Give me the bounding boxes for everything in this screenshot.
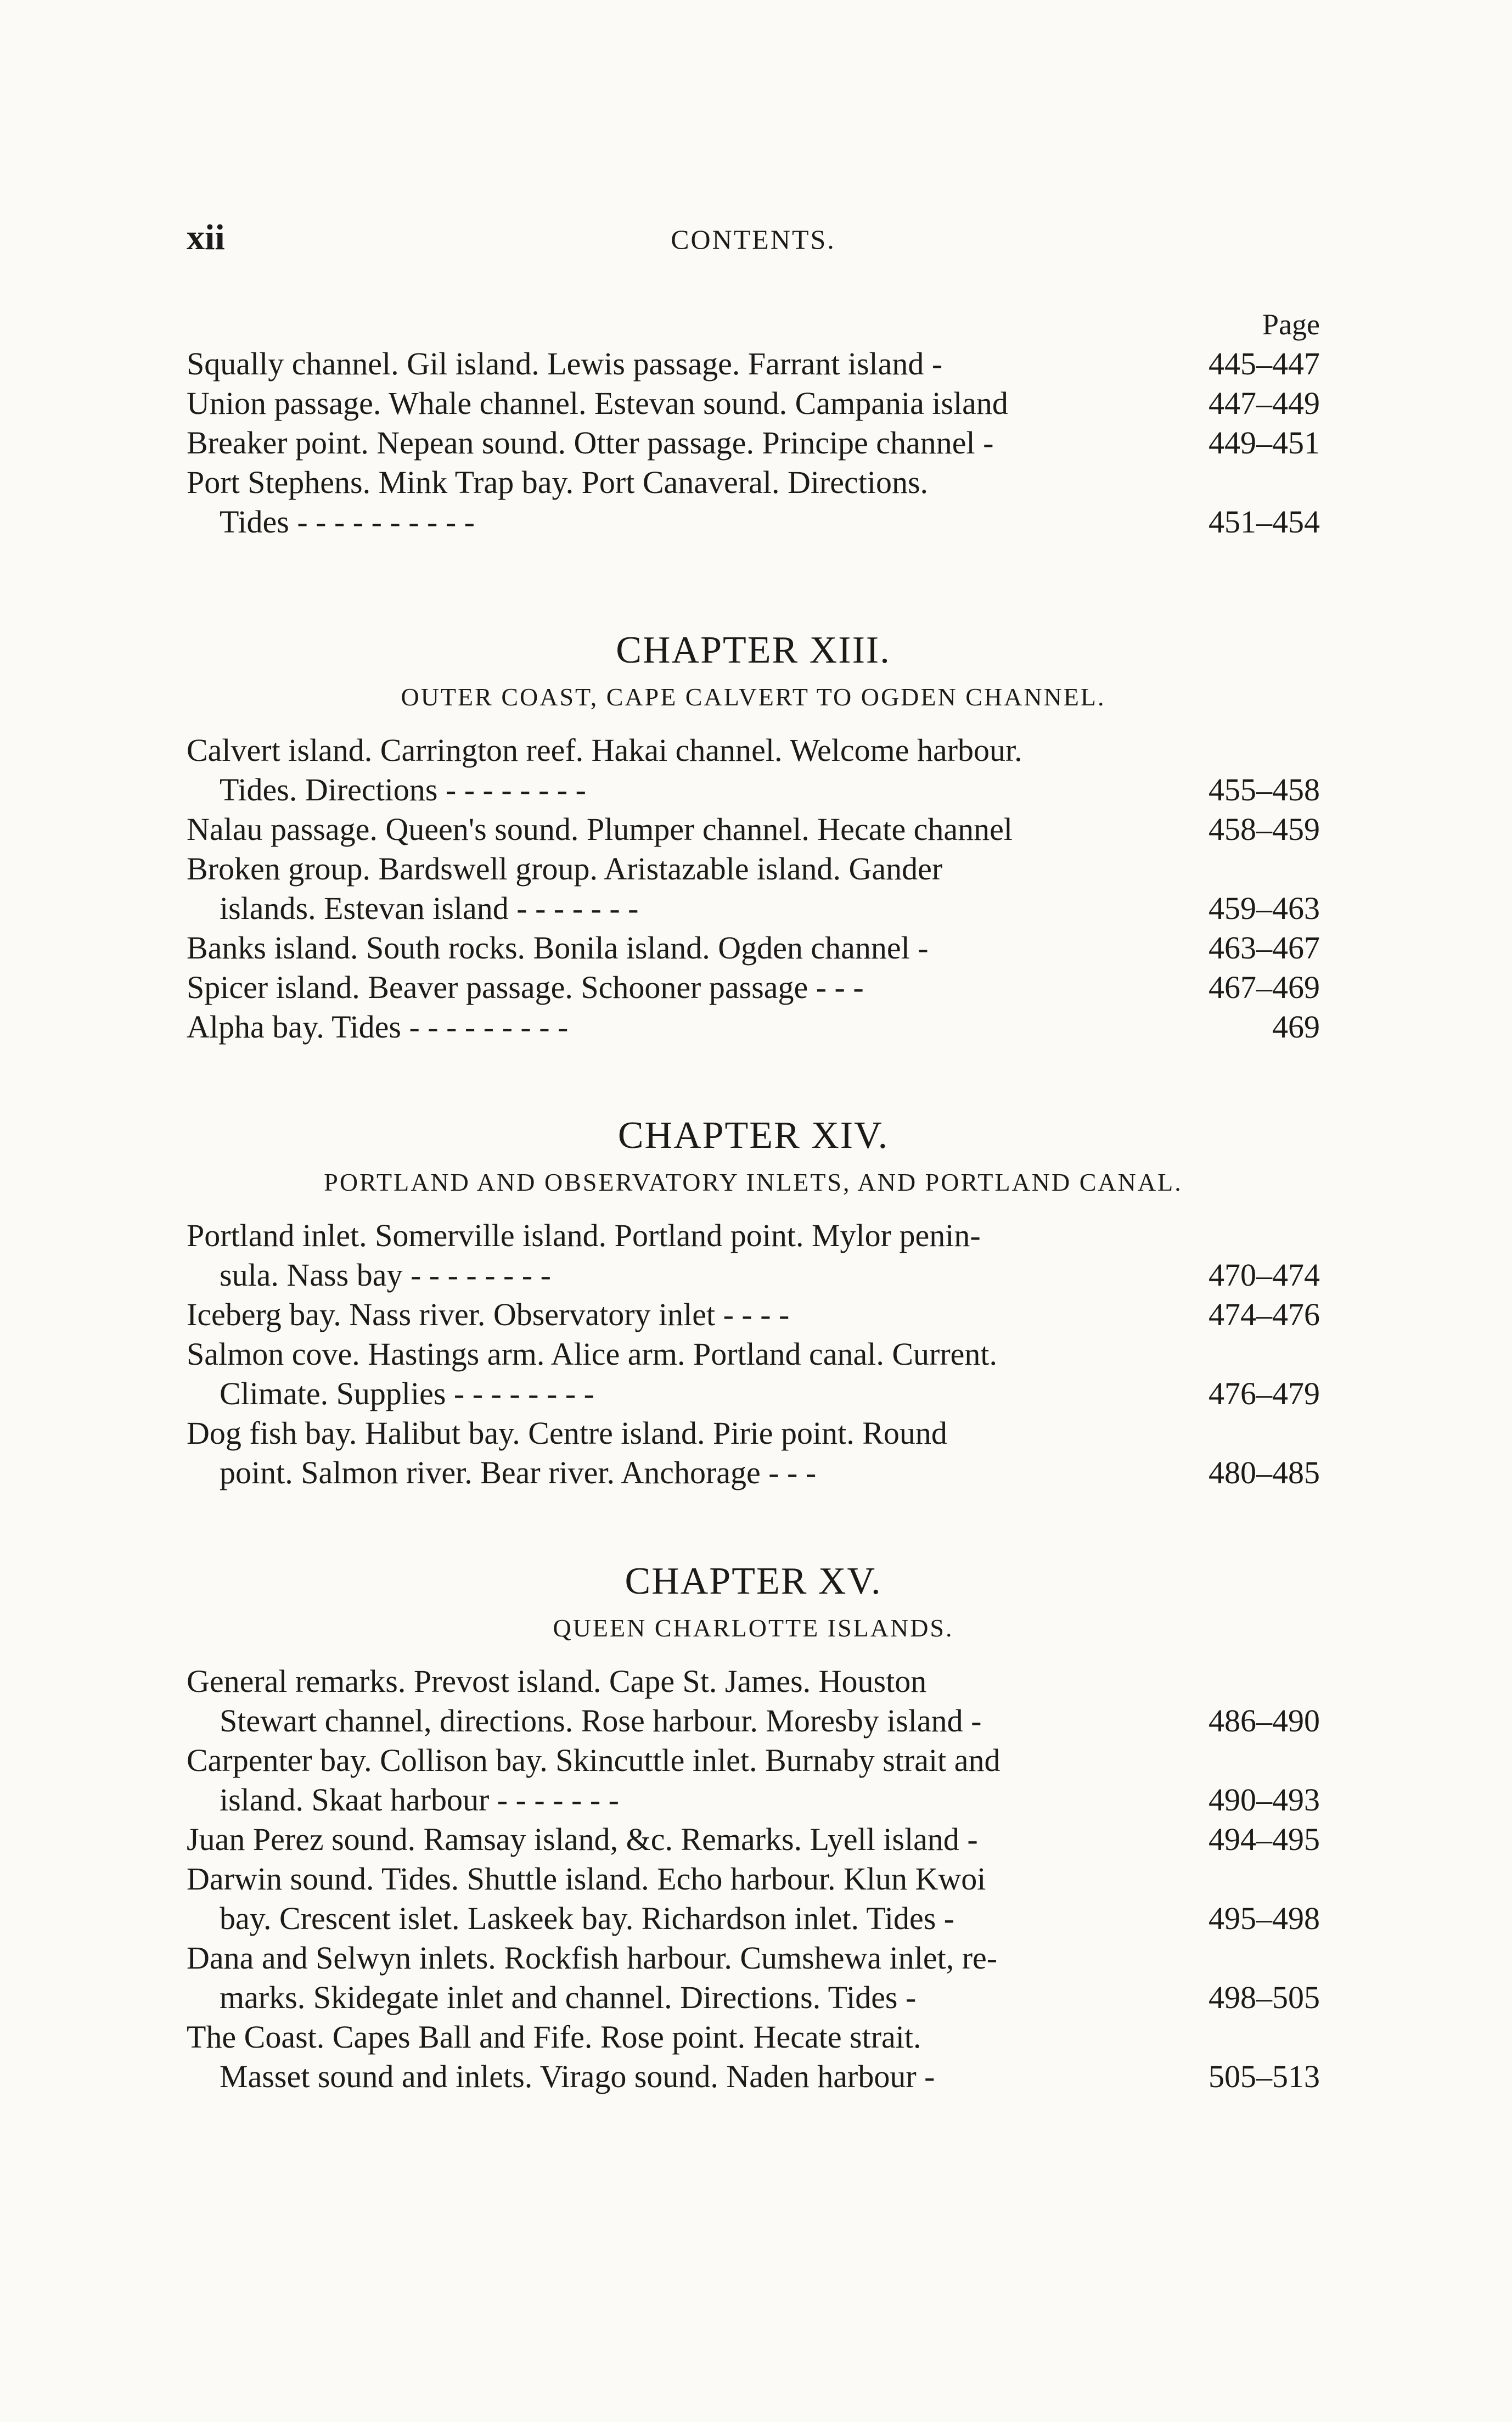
toc-page-range: 498–505 — [1209, 1980, 1320, 2015]
toc-entry-line — [187, 344, 1320, 384]
toc-entry-text: Port Stephens. Mink Trap bay. Port Canaveral. Directions. — [187, 464, 929, 500]
toc-entry-text: Climate. Supplies - - - - - - - - — [220, 1376, 594, 1411]
toc-page-range: 494–495 — [1209, 1821, 1320, 1857]
toc-entry-text: Carpenter bay. Collison bay. Skincuttle inlet. Burnaby strait and — [187, 1742, 1000, 1778]
toc-entry — [187, 928, 1320, 968]
toc-entry-line — [187, 2017, 1320, 2057]
toc-entry-line — [187, 1007, 1320, 1047]
toc-entry-text: Juan Perez sound. Ramsay island, &c. Remarks. Lyell island - — [187, 1821, 978, 1857]
toc-entry — [187, 1335, 1320, 1414]
toc-entry-text: Squally channel. Gil island. Lewis passage. Farrant island - — [187, 346, 943, 382]
toc-entry — [187, 810, 1320, 849]
toc-entry-line — [187, 1859, 1320, 1899]
toc-entry-line — [187, 1295, 1320, 1335]
toc-page-range: 470–474 — [1209, 1257, 1320, 1293]
running-head — [187, 217, 1320, 266]
toc-page-range: 467–469 — [1209, 969, 1320, 1005]
toc-entry-text: bay. Crescent islet. Laskeek bay. Richardson inlet. Tides - — [220, 1900, 955, 1936]
toc-entry — [187, 1007, 1320, 1047]
toc-page-range: 469 — [1272, 1009, 1320, 1045]
toc-entry-text: Union passage. Whale channel. Estevan sound. Campania island — [187, 385, 1008, 421]
toc-entry-text: sula. Nass bay - - - - - - - - — [220, 1257, 551, 1293]
toc-page-range: 486–490 — [1209, 1703, 1320, 1739]
toc-entry-line — [187, 1414, 1320, 1453]
toc-entry-line — [187, 1978, 1320, 2017]
toc-entry-text: Nalau passage. Queen's sound. Plumper channel. Hecate channel — [187, 811, 1013, 847]
toc-page-range: 480–485 — [1209, 1455, 1320, 1490]
toc-entry-text: Tides. Directions - - - - - - - - — [220, 772, 586, 808]
toc-entry — [187, 731, 1320, 810]
chapter-title: CHAPTER XIII. — [616, 629, 891, 671]
toc-entry-line — [187, 423, 1320, 463]
toc-page-range: 458–459 — [1209, 811, 1320, 847]
toc-entry-line — [187, 1374, 1320, 1414]
chapter-section — [187, 623, 1320, 1047]
toc-entry-line — [187, 968, 1320, 1007]
toc-page-range: 505–513 — [1209, 2059, 1320, 2094]
toc-entry-line — [187, 1216, 1320, 1255]
toc-entry-line — [187, 463, 1320, 502]
toc-entry-line — [187, 928, 1320, 968]
toc-entry-line — [187, 810, 1320, 849]
toc-entry-text: Stewart channel, directions. Rose harbour. Moresby island - — [220, 1703, 982, 1739]
toc-entry-line — [187, 1453, 1320, 1493]
toc-entry-text: island. Skaat harbour - - - - - - - — [220, 1782, 619, 1818]
chapter-title: CHAPTER XIV. — [617, 1114, 889, 1157]
toc-entry-text: Dana and Selwyn inlets. Rockfish harbour. Cumshewa inlet, re- — [187, 1940, 998, 1976]
toc-page-range: 455–458 — [1209, 772, 1320, 808]
toc-entry-line — [187, 502, 1320, 542]
toc-entry — [187, 968, 1320, 1007]
toc-entry — [187, 1820, 1320, 1859]
toc-entry — [187, 1295, 1320, 1335]
chapter-title: CHAPTER XV. — [625, 1560, 882, 1602]
toc-entry-line — [187, 1780, 1320, 1820]
toc-entry-text: islands. Estevan island - - - - - - - — [220, 890, 639, 926]
toc-entry — [187, 1741, 1320, 1820]
running-title: CONTENTS. — [671, 224, 836, 255]
toc-entry-line — [187, 1255, 1320, 1295]
toc-entry-text: point. Salmon river. Bear river. Anchorage - - - — [220, 1455, 817, 1490]
toc-page-range: 445–447 — [1209, 346, 1320, 382]
toc-entry-text: Portland inlet. Somerville island. Portland point. Mylor penin- — [187, 1218, 981, 1253]
toc-entry-line — [187, 731, 1320, 770]
toc-entry-text: Tides - - - - - - - - - - — [220, 504, 475, 540]
chapter-entries — [187, 731, 1320, 1047]
toc-page-range: 459–463 — [1209, 890, 1320, 926]
toc-page-range: 476–479 — [1209, 1376, 1320, 1411]
toc-entry-line — [187, 384, 1320, 423]
chapter-subtitle: PORTLAND AND OBSERVATORY INLETS, AND PORTLAND CANAL. — [324, 1168, 1183, 1196]
toc-entry-text: Darwin sound. Tides. Shuttle island. Echo harbour. Klun Kwoi — [187, 1861, 986, 1897]
toc-entry-line — [187, 849, 1320, 889]
toc-entry-line — [187, 1938, 1320, 1978]
page-folio: xii — [187, 217, 225, 257]
chapter-section — [187, 1554, 1320, 2096]
toc-entry-text: Masset sound and inlets. Virago sound. Naden harbour - — [220, 2059, 935, 2094]
toc-entry-line — [187, 1662, 1320, 1701]
toc-page-range: 447–449 — [1209, 385, 1320, 421]
toc-entry-line — [187, 1899, 1320, 1938]
toc-entry-line — [187, 1701, 1320, 1741]
chapter-entries — [187, 1662, 1320, 2096]
toc-entry-line — [187, 2057, 1320, 2096]
toc-entry-text: General remarks. Prevost island. Cape St. James. Houston — [187, 1663, 927, 1699]
toc-entry-text: Iceberg bay. Nass river. Observatory inlet - - - - — [187, 1297, 790, 1332]
toc-entry-text: Dog fish bay. Halibut bay. Centre island. Pirie point. Round — [187, 1415, 947, 1451]
toc-page-range: 490–493 — [1209, 1782, 1320, 1818]
toc-entry — [187, 463, 1320, 542]
toc-page-range: 495–498 — [1209, 1900, 1320, 1936]
toc-entry — [187, 2017, 1320, 2096]
toc-entry — [187, 1216, 1320, 1295]
toc-entry-line — [187, 1820, 1320, 1859]
chapter-entries — [187, 1216, 1320, 1493]
toc-page-range: 463–467 — [1209, 930, 1320, 966]
page-column-label: Page — [1262, 308, 1320, 341]
toc-entry — [187, 423, 1320, 463]
contents-column — [187, 305, 1320, 2096]
toc-entry-text: Banks island. South rocks. Bonila island. Ogden channel - — [187, 930, 929, 966]
toc-entry-text: Salmon cove. Hastings arm. Alice arm. Portland canal. Current. — [187, 1336, 998, 1372]
toc-entry — [187, 1662, 1320, 1741]
chapters — [187, 623, 1320, 2096]
intro-entries — [187, 344, 1320, 542]
chapter-section — [187, 1108, 1320, 1493]
toc-page-range: 474–476 — [1209, 1297, 1320, 1332]
toc-entry — [187, 1414, 1320, 1493]
toc-page-range: 449–451 — [1209, 425, 1320, 461]
toc-entry-text: Broken group. Bardswell group. Aristazable island. Gander — [187, 851, 943, 887]
toc-entry-line — [187, 1741, 1320, 1780]
chapter-subtitle: QUEEN CHARLOTTE ISLANDS. — [553, 1614, 954, 1642]
toc-entry — [187, 384, 1320, 423]
toc-entry — [187, 344, 1320, 384]
toc-entry-line — [187, 1335, 1320, 1374]
toc-entry-text: Breaker point. Nepean sound. Otter passage. Principe channel - — [187, 425, 994, 461]
chapter-subtitle: OUTER COAST, CAPE CALVERT TO OGDEN CHANNEL. — [401, 683, 1106, 711]
toc-entry-line — [187, 889, 1320, 928]
toc-entry-text: Calvert island. Carrington reef. Hakai channel. Welcome harbour. — [187, 732, 1022, 768]
toc-entry-line — [187, 770, 1320, 810]
toc-entry — [187, 1859, 1320, 1938]
toc-entry-text: The Coast. Capes Ball and Fife. Rose point. Hecate strait. — [187, 2019, 921, 2055]
toc-entry-text: marks. Skidegate inlet and channel. Directions. Tides - — [220, 1980, 917, 2015]
toc-entry-text: Alpha bay. Tides - - - - - - - - - — [187, 1009, 569, 1045]
toc-page-range: 451–454 — [1209, 504, 1320, 540]
toc-entry — [187, 1938, 1320, 2017]
toc-entry — [187, 849, 1320, 928]
toc-entry-text: Spicer island. Beaver passage. Schooner passage - - - — [187, 969, 864, 1005]
